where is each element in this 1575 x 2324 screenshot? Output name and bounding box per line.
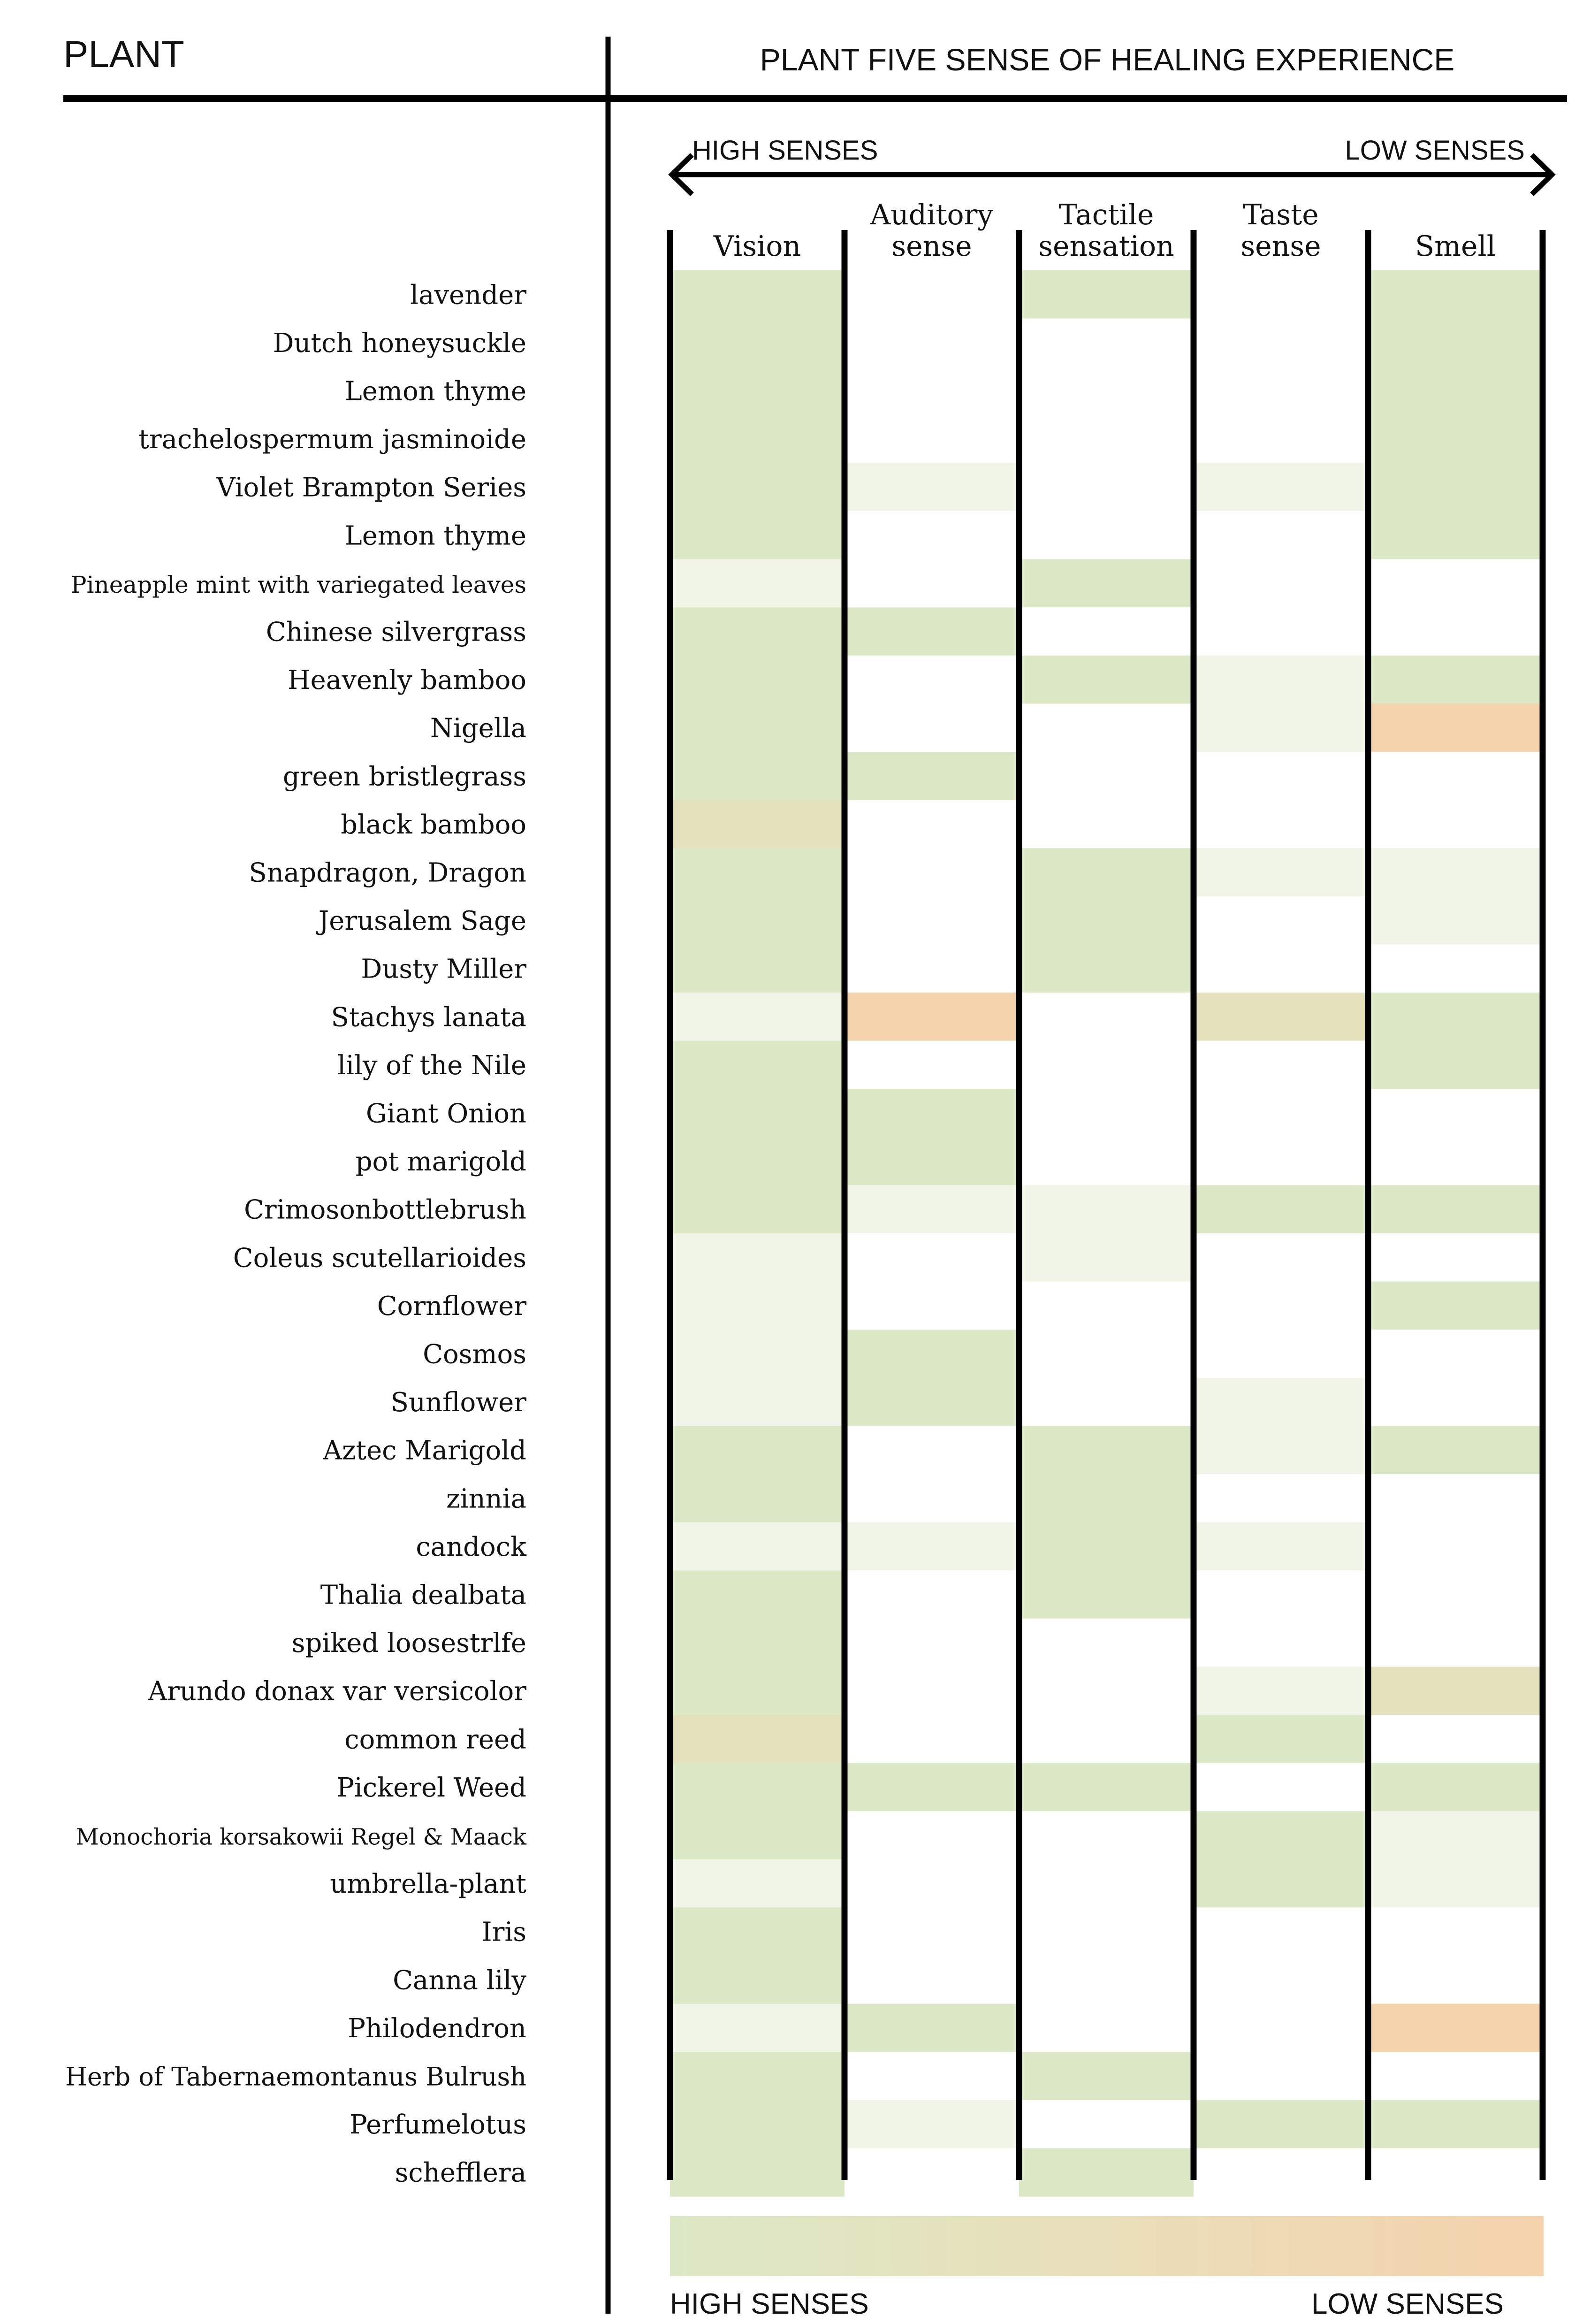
cell-r29-c1	[845, 1667, 1019, 1715]
cell-r37-c4	[1368, 2052, 1543, 2100]
cell-r6-c1	[845, 559, 1019, 608]
cell-r26-c1	[845, 1522, 1019, 1571]
cell-r37-c0	[670, 2052, 845, 2100]
row-label-19: Crimosonbottlebrush	[244, 1194, 526, 1225]
row-label-9: Nigella	[430, 713, 526, 744]
cell-r33-c0	[670, 1859, 845, 1908]
cell-r36-c2	[1019, 2004, 1194, 2052]
cell-r10-c3	[1194, 752, 1368, 800]
cell-r17-c4	[1368, 1089, 1543, 1137]
cell-r14-c1	[845, 944, 1019, 993]
cell-r7-c0	[670, 607, 845, 656]
cell-r37-c1	[845, 2052, 1019, 2100]
cell-r30-c4	[1368, 1715, 1543, 1763]
cell-r39-c1	[845, 2148, 1019, 2196]
cell-r16-c3	[1194, 1041, 1368, 1089]
row-label-34: Iris	[481, 1917, 526, 1948]
legend-right-label: LOW SENSES	[1311, 2288, 1504, 2320]
cell-r15-c3	[1194, 993, 1368, 1041]
cell-r4-c4	[1368, 463, 1543, 511]
cell-r25-c0	[670, 1474, 845, 1522]
cell-r34-c3	[1194, 1907, 1368, 1956]
cell-r10-c0	[670, 752, 845, 800]
cell-r25-c4	[1368, 1474, 1543, 1522]
row-label-14: Dusty Miller	[361, 954, 526, 985]
cell-r21-c4	[1368, 1282, 1543, 1330]
cell-r33-c3	[1194, 1859, 1368, 1908]
cell-r12-c3	[1194, 848, 1368, 896]
cell-r37-c3	[1194, 2052, 1368, 2100]
row-label-3: trachelospermum jasminoide	[138, 424, 526, 455]
cell-r19-c4	[1368, 1185, 1543, 1233]
cell-r36-c0	[670, 2004, 845, 2052]
cell-r16-c0	[670, 1041, 845, 1089]
heatmap-cells	[670, 270, 1543, 2197]
cell-r26-c2	[1019, 1522, 1194, 1571]
cell-r36-c3	[1194, 2004, 1368, 2052]
cell-r29-c2	[1019, 1667, 1194, 1715]
row-label-27: Thalia dealbata	[320, 1580, 526, 1611]
row-label-18: pot marigold	[355, 1147, 526, 1177]
row-label-12: Snapdragon, Dragon	[249, 857, 526, 888]
cell-r5-c0	[670, 511, 845, 559]
row-label-28: spiked loosestrlfe	[291, 1628, 526, 1659]
cell-r24-c4	[1368, 1426, 1543, 1474]
cell-r37-c2	[1019, 2052, 1194, 2100]
cell-r17-c0	[670, 1089, 845, 1137]
cell-r14-c0	[670, 944, 845, 993]
cell-r13-c3	[1194, 896, 1368, 945]
cell-r4-c0	[670, 463, 845, 511]
cell-r34-c0	[670, 1907, 845, 1956]
cell-r9-c4	[1368, 703, 1543, 752]
cell-r6-c3	[1194, 559, 1368, 608]
cell-r2-c4	[1368, 367, 1543, 415]
row-label-15: Stachys lanata	[331, 1002, 526, 1033]
cell-r13-c0	[670, 896, 845, 945]
cell-r39-c0	[670, 2148, 845, 2196]
cell-r14-c2	[1019, 944, 1194, 993]
row-label-25: zinnia	[446, 1483, 526, 1514]
row-label-36: Philodendron	[348, 2013, 526, 2044]
cell-r31-c0	[670, 1763, 845, 1812]
row-label-17: Giant Onion	[365, 1098, 526, 1129]
row-label-22: Cosmos	[423, 1339, 526, 1370]
cell-r25-c1	[845, 1474, 1019, 1522]
cell-r38-c3	[1194, 2100, 1368, 2148]
cell-r20-c4	[1368, 1233, 1543, 1282]
row-label-11: black bamboo	[341, 809, 526, 840]
cell-r18-c1	[845, 1137, 1019, 1185]
cell-r3-c0	[670, 415, 845, 463]
cell-r29-c4	[1368, 1667, 1543, 1715]
column-header-1-line2: sense	[891, 230, 972, 263]
cell-r4-c2	[1019, 463, 1194, 511]
cell-r20-c1	[845, 1233, 1019, 1282]
cell-r13-c2	[1019, 896, 1194, 945]
cell-r36-c4	[1368, 2004, 1543, 2052]
column-header-2-line1: Tactile	[1058, 199, 1154, 231]
cell-r31-c2	[1019, 1763, 1194, 1812]
cell-r30-c3	[1194, 1715, 1368, 1763]
cell-r5-c1	[845, 511, 1019, 559]
cell-r10-c4	[1368, 752, 1543, 800]
cell-r21-c2	[1019, 1282, 1194, 1330]
row-label-35: Canna lily	[393, 1965, 526, 1996]
cell-r14-c3	[1194, 944, 1368, 993]
cell-r38-c0	[670, 2100, 845, 2148]
row-label-5: Lemon thyme	[344, 520, 526, 551]
cell-r35-c1	[845, 1956, 1019, 2004]
cell-r22-c1	[845, 1330, 1019, 1378]
cell-r23-c1	[845, 1378, 1019, 1426]
cell-r18-c3	[1194, 1137, 1368, 1185]
cell-r15-c0	[670, 993, 845, 1041]
cell-r18-c4	[1368, 1137, 1543, 1185]
row-label-31: Pickerel Weed	[336, 1772, 526, 1803]
cell-r29-c0	[670, 1667, 845, 1715]
cell-r34-c2	[1019, 1907, 1194, 1956]
cell-r38-c1	[845, 2100, 1019, 2148]
cell-r27-c0	[670, 1570, 845, 1619]
cell-r28-c3	[1194, 1619, 1368, 1667]
cell-r32-c2	[1019, 1811, 1194, 1859]
cell-r27-c3	[1194, 1570, 1368, 1619]
row-label-32: Monochoria korsakowii Regel & Maack	[76, 1824, 526, 1850]
column-header-1-line1: Auditory	[870, 199, 994, 231]
cell-r7-c4	[1368, 607, 1543, 656]
cell-r35-c2	[1019, 1956, 1194, 2004]
cell-r32-c4	[1368, 1811, 1543, 1859]
row-label-24: Aztec Marigold	[323, 1435, 526, 1466]
cell-r11-c4	[1368, 800, 1543, 849]
cell-r30-c1	[845, 1715, 1019, 1763]
cell-r0-c0	[670, 270, 845, 319]
cell-r35-c3	[1194, 1956, 1368, 2004]
cell-r11-c2	[1019, 800, 1194, 849]
cell-r39-c2	[1019, 2148, 1194, 2196]
cell-r21-c1	[845, 1282, 1019, 1330]
cell-r6-c4	[1368, 559, 1543, 608]
cell-r34-c1	[845, 1907, 1019, 1956]
row-label-29: Arundo donax var versicolor	[148, 1676, 526, 1707]
cell-r20-c0	[670, 1233, 845, 1282]
row-label-38: Perfumelotus	[349, 2110, 526, 2141]
cell-r13-c4	[1368, 896, 1543, 945]
cell-r12-c1	[845, 848, 1019, 896]
cell-r0-c3	[1194, 270, 1368, 319]
cell-r1-c2	[1019, 319, 1194, 367]
cell-r12-c4	[1368, 848, 1543, 896]
cell-r19-c2	[1019, 1185, 1194, 1233]
cell-r0-c4	[1368, 270, 1543, 319]
cell-r2-c3	[1194, 367, 1368, 415]
cell-r35-c4	[1368, 1956, 1543, 2004]
cell-r10-c2	[1019, 752, 1194, 800]
row-label-1: Dutch honeysuckle	[273, 328, 526, 359]
cell-r3-c1	[845, 415, 1019, 463]
cell-r2-c0	[670, 367, 845, 415]
cell-r11-c3	[1194, 800, 1368, 849]
plant-header: PLANT	[63, 33, 184, 75]
cell-r15-c2	[1019, 993, 1194, 1041]
cell-r8-c3	[1194, 656, 1368, 704]
cell-r38-c4	[1368, 2100, 1543, 2148]
cell-r26-c0	[670, 1522, 845, 1571]
legend-gradient-bar	[670, 2216, 1544, 2276]
legend-left-label: HIGH SENSES	[670, 2288, 869, 2320]
cell-r15-c4	[1368, 993, 1543, 1041]
cell-r9-c1	[845, 703, 1019, 752]
cell-r23-c0	[670, 1378, 845, 1426]
cell-r12-c0	[670, 848, 845, 896]
cell-r31-c1	[845, 1763, 1019, 1812]
cell-r18-c2	[1019, 1137, 1194, 1185]
column-header-3-line1: Taste	[1243, 199, 1319, 231]
cell-r6-c0	[670, 559, 845, 608]
row-label-0: lavender	[410, 280, 526, 311]
cell-r8-c4	[1368, 656, 1543, 704]
cell-r33-c2	[1019, 1859, 1194, 1908]
cell-r21-c0	[670, 1282, 845, 1330]
cell-r16-c2	[1019, 1041, 1194, 1089]
cell-r9-c3	[1194, 703, 1368, 752]
cell-r32-c0	[670, 1811, 845, 1859]
row-label-21: Cornflower	[377, 1291, 526, 1322]
cell-r11-c1	[845, 800, 1019, 849]
chart-title: PLANT FIVE SENSE OF HEALING EXPERIENCE	[760, 42, 1455, 77]
column-header-3-line2: sense	[1240, 230, 1321, 263]
cell-r3-c3	[1194, 415, 1368, 463]
row-label-13: Jerusalem Sage	[318, 906, 526, 937]
cell-r24-c2	[1019, 1426, 1194, 1474]
cell-r13-c1	[845, 896, 1019, 945]
cell-r20-c3	[1194, 1233, 1368, 1282]
cell-r0-c1	[845, 270, 1019, 319]
cell-r28-c4	[1368, 1619, 1543, 1667]
row-label-2: Lemon thyme	[344, 376, 526, 407]
row-label-10: green bristlegrass	[282, 761, 526, 792]
cell-r5-c2	[1019, 511, 1194, 559]
cell-r31-c4	[1368, 1763, 1543, 1812]
cell-r29-c3	[1194, 1667, 1368, 1715]
cell-r30-c2	[1019, 1715, 1194, 1763]
cell-r25-c2	[1019, 1474, 1194, 1522]
cell-r22-c0	[670, 1330, 845, 1378]
cell-r1-c3	[1194, 319, 1368, 367]
cell-r27-c1	[845, 1570, 1019, 1619]
cell-r33-c1	[845, 1859, 1019, 1908]
row-label-20: Coleus scutellarioides	[233, 1243, 526, 1274]
cell-r39-c4	[1368, 2148, 1543, 2196]
cell-r20-c2	[1019, 1233, 1194, 1282]
cell-r4-c1	[845, 463, 1019, 511]
cell-r7-c1	[845, 607, 1019, 656]
cell-r23-c4	[1368, 1378, 1543, 1426]
column-header-2-line2: sensation	[1038, 230, 1174, 263]
cell-r30-c0	[670, 1715, 845, 1763]
cell-r32-c1	[845, 1811, 1019, 1859]
cell-r35-c0	[670, 1956, 845, 2004]
column-header-0-line2: Vision	[713, 230, 801, 263]
cell-r14-c4	[1368, 944, 1543, 993]
cell-r24-c3	[1194, 1426, 1368, 1474]
cell-r12-c2	[1019, 848, 1194, 896]
cell-r18-c0	[670, 1137, 845, 1185]
row-label-26: candock	[416, 1531, 526, 1562]
row-label-7: Chinese silvergrass	[266, 617, 526, 648]
cell-r27-c2	[1019, 1570, 1194, 1619]
cell-r22-c3	[1194, 1330, 1368, 1378]
cell-r25-c3	[1194, 1474, 1368, 1522]
cell-r7-c3	[1194, 607, 1368, 656]
cell-r4-c3	[1194, 463, 1368, 511]
cell-r8-c0	[670, 656, 845, 704]
cell-r36-c1	[845, 2004, 1019, 2052]
cell-r2-c2	[1019, 367, 1194, 415]
row-label-23: Sunflower	[390, 1387, 526, 1418]
column-header-4-line2: Smell	[1415, 230, 1496, 263]
cell-r17-c1	[845, 1089, 1019, 1137]
row-label-8: Heavenly bamboo	[287, 665, 526, 696]
cell-r10-c1	[845, 752, 1019, 800]
cell-r5-c3	[1194, 511, 1368, 559]
cell-r16-c1	[845, 1041, 1019, 1089]
cell-r3-c2	[1019, 415, 1194, 463]
cell-r28-c2	[1019, 1619, 1194, 1667]
row-label-39: schefflera	[395, 2157, 526, 2188]
arrow-left-label: HIGH SENSES	[692, 135, 878, 166]
row-label-33: umbrella-plant	[330, 1869, 526, 1900]
cell-r5-c4	[1368, 511, 1543, 559]
row-label-16: lily of the Nile	[337, 1050, 526, 1081]
cell-r32-c3	[1194, 1811, 1368, 1859]
row-label-6: Pineapple mint with variegated leaves	[70, 571, 526, 598]
cell-r38-c2	[1019, 2100, 1194, 2148]
cell-r2-c1	[845, 367, 1019, 415]
cell-r23-c3	[1194, 1378, 1368, 1426]
cell-r6-c2	[1019, 559, 1194, 608]
cell-r19-c0	[670, 1185, 845, 1233]
cell-r9-c0	[670, 703, 845, 752]
cell-r0-c2	[1019, 270, 1194, 319]
cell-r22-c4	[1368, 1330, 1543, 1378]
cell-r16-c4	[1368, 1041, 1543, 1089]
cell-r26-c3	[1194, 1522, 1368, 1571]
cell-r22-c2	[1019, 1330, 1194, 1378]
cell-r31-c3	[1194, 1763, 1368, 1812]
arrow-right-label: LOW SENSES	[1345, 135, 1525, 166]
cell-r1-c1	[845, 319, 1019, 367]
cell-r8-c2	[1019, 656, 1194, 704]
cell-r39-c3	[1194, 2148, 1368, 2196]
row-label-4: Violet Brampton Series	[216, 472, 526, 503]
cell-r7-c2	[1019, 607, 1194, 656]
row-label-37: Herb of Tabernaemontanus Bulrush	[65, 2062, 526, 2092]
cell-r9-c2	[1019, 703, 1194, 752]
cell-r26-c4	[1368, 1522, 1543, 1571]
cell-r8-c1	[845, 656, 1019, 704]
cell-r23-c2	[1019, 1378, 1194, 1426]
cell-r24-c1	[845, 1426, 1019, 1474]
cell-r17-c3	[1194, 1089, 1368, 1137]
cell-r19-c1	[845, 1185, 1019, 1233]
cell-r33-c4	[1368, 1859, 1543, 1908]
cell-r21-c3	[1194, 1282, 1368, 1330]
cell-r27-c4	[1368, 1570, 1543, 1619]
cell-r1-c0	[670, 319, 845, 367]
cell-r11-c0	[670, 800, 845, 849]
cell-r24-c0	[670, 1426, 845, 1474]
cell-r28-c1	[845, 1619, 1019, 1667]
cell-r28-c0	[670, 1619, 845, 1667]
cell-r3-c4	[1368, 415, 1543, 463]
row-label-30: common reed	[344, 1724, 526, 1755]
cell-r1-c4	[1368, 319, 1543, 367]
cell-r19-c3	[1194, 1185, 1368, 1233]
cell-r15-c1	[845, 993, 1019, 1041]
cell-r17-c2	[1019, 1089, 1194, 1137]
cell-r34-c4	[1368, 1907, 1543, 1956]
